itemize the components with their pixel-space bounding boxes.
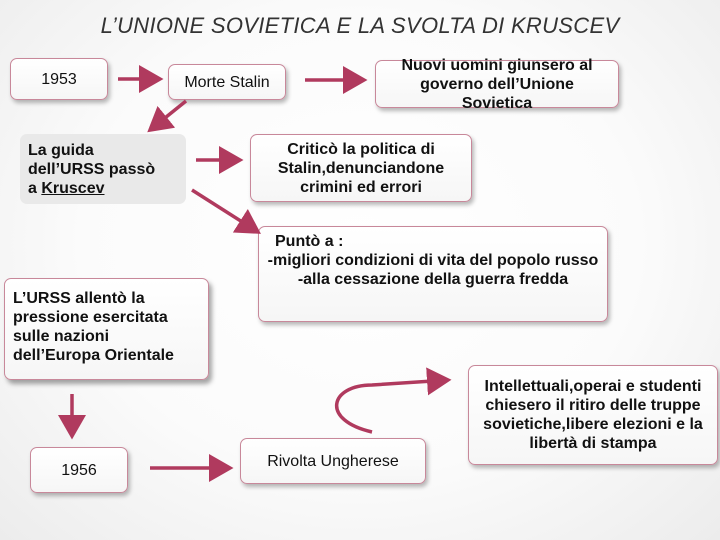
node-1956-label: 1956 — [61, 461, 97, 479]
node-morte-stalin — [168, 64, 286, 100]
node-morte-stalin-label: Morte Stalin — [184, 73, 270, 91]
node-punto-line1: Puntò a : — [275, 233, 344, 250]
arrow-morte-to-guida — [150, 101, 186, 130]
node-guida-line1: La guida — [28, 142, 94, 159]
node-guida-urss — [20, 134, 186, 204]
node-critico-label: Criticò la politica di Stalin,denunciandone crimini ed errori — [277, 140, 445, 196]
node-guida-line3 — [28, 179, 178, 198]
node-urss-allento-label: L’URSS allentò la pressione esercitata sulle nazioni dell’Europa Orientale — [13, 290, 174, 364]
node-critico — [250, 134, 472, 202]
node-nuovi-uomini-label: Nuovi uomini giunsero al governo dell’Unione Sovietica — [401, 56, 593, 112]
node-1956 — [30, 447, 128, 493]
arrow-rivolta-curve-to-intellettuali — [337, 380, 448, 432]
node-guida-line3-prefix: a — [28, 180, 42, 197]
node-punto-line3: -alla cessazione della guerra fredda — [297, 271, 569, 288]
arrow-guida-to-punto — [192, 190, 258, 232]
page-title: L’UNIONE SOVIETICA E LA SVOLTA DI KRUSCEV — [100, 13, 620, 38]
node-rivolta — [240, 438, 426, 484]
node-guida-kruscev: Kruscev — [41, 180, 105, 197]
node-1953 — [10, 58, 108, 100]
node-intellettuali — [468, 365, 718, 465]
node-guida-line2: dell’URSS passò — [28, 161, 156, 178]
node-rivolta-label: Rivolta Ungherese — [267, 452, 399, 470]
node-punto-line2: -migliori condizioni di vita del popolo russo — [267, 252, 599, 269]
node-intellettuali-label: Intellettuali,operai e studenti chiesero il ritiro delle truppe sovietiche,libere elezioni e la libertà di stampa — [483, 378, 703, 452]
node-urss-allento — [4, 278, 209, 380]
node-punto-a — [258, 226, 608, 322]
node-1953-label: 1953 — [41, 71, 77, 88]
node-nuovi-uomini — [375, 56, 619, 112]
